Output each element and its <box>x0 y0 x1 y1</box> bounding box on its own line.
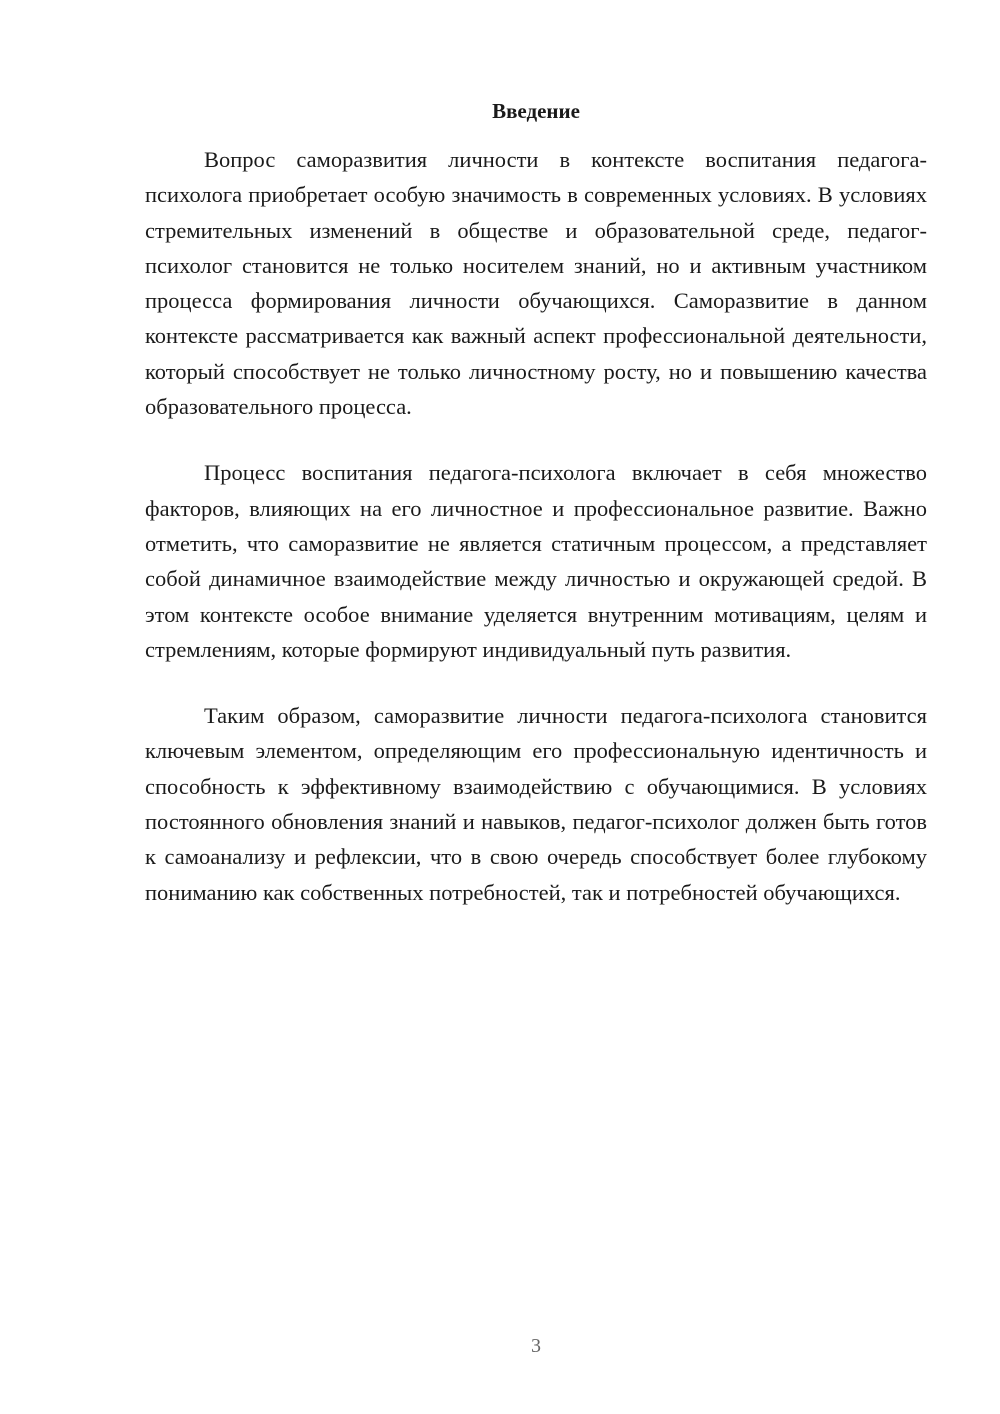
paragraph-1: Вопрос саморазвития личности в контексте воспитания педагога-психолога приобретает особую значимость в современных условиях. В условиях стремительных изменений в обществе и образовательной среде, педагог-психолог становится не только носителем знаний, но и активным участником процесса формирования личности обучающихся. Саморазвитие в данном контексте рассматривается как важный аспект профессиональной деятельности, который способствует не только личностному росту, но и повышению качества образовательного процесса. <box>145 147 927 420</box>
paragraph-2: Процесс воспитания педагога-психолога включает в себя множество факторов, влияющих на его личностное и профессиональное развитие. Важно отметить, что саморазвитие не является статичным процессом, а представляет собой динамичное взаимодействие между личностью и окружающей средой. В этом контексте особое внимание уделяется внутренним мотивациям, целям и стремлениям, которые формируют индивидуальный путь развития. <box>145 460 927 662</box>
section-heading: Введение <box>492 99 580 123</box>
paragraph-3: Таким образом, саморазвитие личности педагога-психолога становится ключевым элементом, определяющим его профессиональную идентичность и способность к эффективному взаимодействию с обучающимися. В условиях постоянного обновления знаний и навыков, педагог-психолог должен быть готов к самоанализу и рефлексии, что в свою очередь способствует более глубокому пониманию как собственных потребностей, так и потребностей обучающихся. <box>145 703 927 905</box>
body-text <box>145 142 927 910</box>
page-number: 3 <box>531 1335 541 1357</box>
